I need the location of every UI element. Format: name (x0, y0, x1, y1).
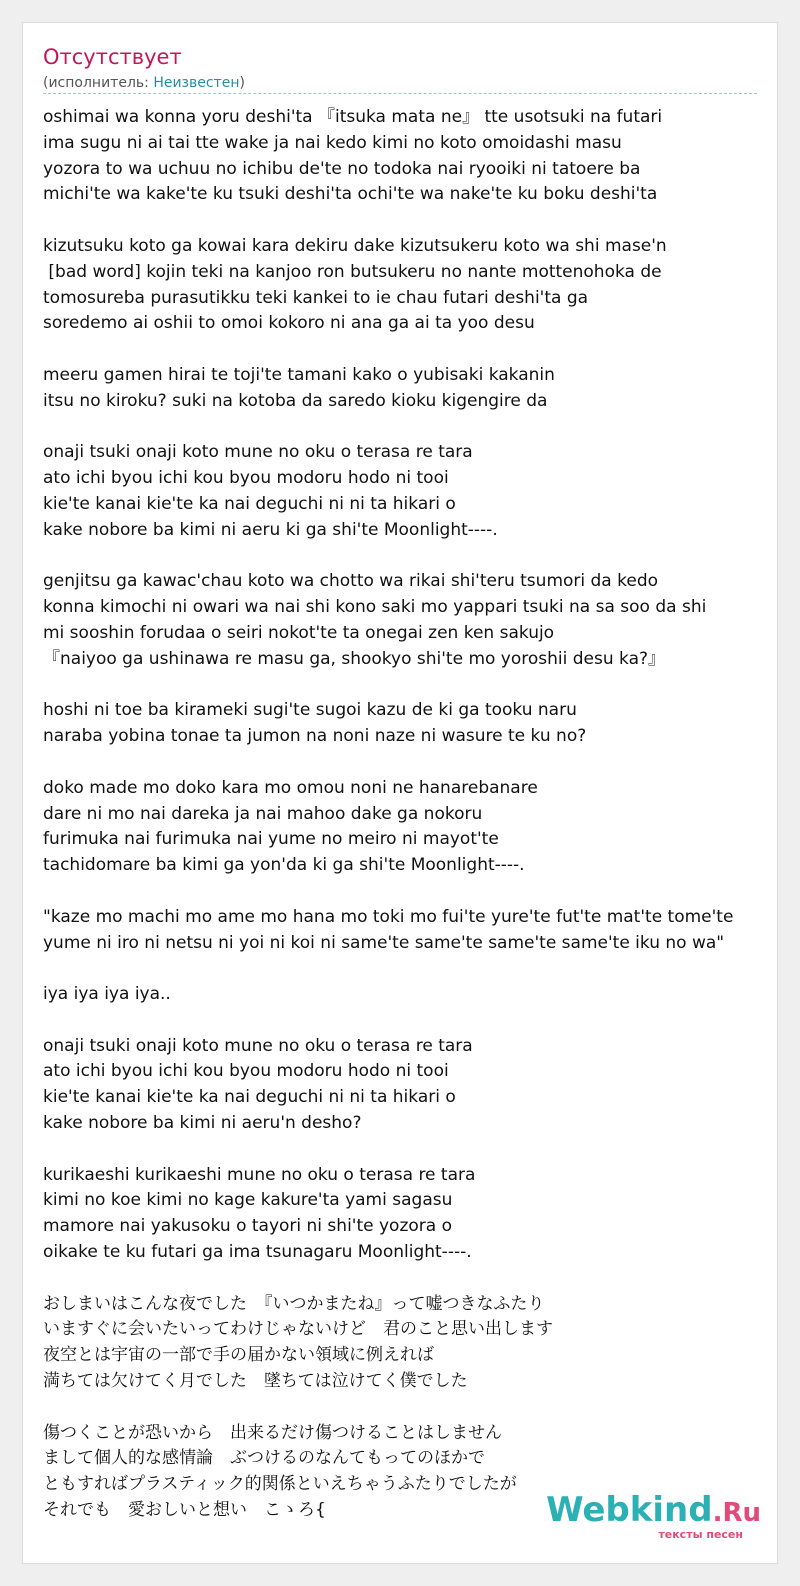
lyrics-blank-line (43, 544, 768, 570)
lyrics-blank-line (43, 879, 768, 905)
artist-prefix: (исполнитель: (43, 75, 154, 91)
lyrics-line: hoshi ni toe ba kirameki sugi'te sugoi kazu de ki ga tooku naru (43, 700, 577, 721)
artist-suffix: ) (239, 75, 245, 91)
lyrics-line: tomosureba purasutikku teki kankei to ie chau futari deshi'ta ga (43, 287, 589, 308)
logo-tagline: тексты песен (658, 1528, 743, 1541)
logo-main-text: Webkind (546, 1490, 713, 1530)
lyrics-line: mamore nai yakusoku o tayori ni shi'te yozora o (43, 1216, 452, 1237)
lyrics-line: tachidomare ba kimi ga yon'da ki ga shi'te Moonlight----. (43, 855, 525, 876)
lyrics-blank-line (43, 1008, 768, 1034)
lyrics-blank-line (43, 673, 768, 699)
song-title: Отсутствует (43, 45, 182, 69)
lyrics-line: onaji tsuki onaji koto mune no oku o terasa re tara (43, 1035, 473, 1056)
lyrics-blank-line (43, 415, 768, 441)
lyrics-blank-line (43, 337, 768, 363)
lyrics-line: kizutsuku koto ga kowai kara dekiru dake kizutsukeru koto wa shi mase'n (43, 235, 667, 256)
lyrics-line: "kaze mo machi mo ame mo hana mo toki mo fui'te yure'te fut'te mat'te tome'te (43, 906, 734, 927)
lyrics-line: ima sugu ni ai tai tte wake ja nai kedo kimi no koto omoidashi masu (43, 132, 622, 153)
lyrics-blank-line (43, 1266, 768, 1292)
lyrics-line: 夜空とは宇宙の一部で手の届かない領域に例えれば (43, 1345, 434, 1366)
lyrics-line: genjitsu ga kawac'chau koto wa chotto wa rikai shi'teru tsumori da kedo (43, 571, 659, 592)
lyrics-line: michi'te wa kake'te ku tsuki deshi'ta ochi'te wa nake'te ku boku deshi'ta (43, 184, 658, 205)
lyrics-card (22, 22, 778, 1564)
lyrics-line: それでも 愛おしいと想い こゝろ{ (43, 1500, 326, 1521)
lyrics-line: おしまいはこんな夜でした 『いつかまたね』って嘘つきなふたり (43, 1293, 545, 1314)
lyrics-line: 満ちては欠けてく月でした 墜ちては泣けてく僕でした (43, 1371, 468, 1392)
lyrics-line: furimuka nai furimuka nai yume no meiro ni mayot'te (43, 829, 499, 850)
artist-link[interactable]: Неизвестен (153, 75, 240, 91)
lyrics-line: ato ichi byou ichi kou byou modoru hodo ni tooi (43, 468, 449, 489)
lyrics-line: まして個人的な感情論 ぶつけるのなんてもってのほかで (43, 1448, 485, 1469)
lyrics-line: konna kimochi ni owari wa nai shi kono saki mo yappari tsuki na sa soo da shi (43, 597, 707, 618)
lyrics-line: yume ni iro ni netsu ni yoi ni koi ni same'te same'te same'te same'te iku no wa" (43, 932, 725, 953)
logo-tld: .Ru (712, 1498, 761, 1528)
lyrics-line: meeru gamen hirai te toji'te tamani kako o yubisaki kakanin (43, 364, 555, 385)
lyrics-blank-line (43, 750, 768, 776)
lyrics-line: iya iya iya iya.. (43, 984, 171, 1005)
lyrics-blank-line (43, 1137, 768, 1163)
lyrics-line: kake nobore ba kimi ni aeru ki ga shi'te Moonlight----. (43, 519, 498, 540)
lyrics-blank-line (43, 208, 768, 234)
lyrics-line: ともすればプラスティック的関係といえちゃうふたりでしたが (43, 1474, 517, 1495)
lyrics-line: kurikaeshi kurikaeshi mune no oku o terasa re tara (43, 1164, 476, 1185)
lyrics-line: yozora to wa uchuu no ichibu de'te no todoka nai ryooiki ni tatoere ba (43, 158, 641, 179)
lyrics-line: [bad word] kojin teki na kanjoo ron butsukeru no nante mottenohoka de (43, 261, 662, 282)
lyrics-line: oikake te ku futari ga ima tsunagaru Moonlight----. (43, 1242, 472, 1263)
lyrics-line: oshimai wa konna yoru deshi'ta 『itsuka mata ne』 tte usotsuki na futari (43, 107, 663, 127)
lyrics-line: kimi no koe kimi no kage kakure'ta yami sagasu (43, 1190, 453, 1211)
lyrics-line: ato ichi byou ichi kou byou modoru hodo ni tooi (43, 1061, 449, 1082)
lyrics-line: mi sooshin forudaa o seiri nokot'te ta onegai zen ken sakujo (43, 622, 555, 643)
lyrics-line: kake nobore ba kimi ni aeru'n desho? (43, 1113, 362, 1134)
lyrics-line: 『naiyoo ga ushinawa re masu ga, shookyo shi'te mo yoroshii desu ka?』 (43, 648, 666, 669)
title-divider (43, 93, 757, 94)
lyrics-line: naraba yobina tonae ta jumon na noni naze ni wasure te ku no? (43, 726, 587, 747)
lyrics-line: itsu no kiroku? suki na kotoba da saredo kioku kigengire da (43, 390, 548, 411)
lyrics-line: いますぐに会いたいってわけじゃないけど 君のこと思い出します (43, 1319, 553, 1340)
lyrics-text (43, 105, 768, 1524)
artist-line (43, 75, 245, 91)
lyrics-blank-line (43, 956, 768, 982)
lyrics-line: onaji tsuki onaji koto mune no oku o terasa re tara (43, 442, 473, 463)
lyrics-line: doko made mo doko kara mo omou noni ne hanarebanare (43, 777, 538, 798)
lyrics-blank-line (43, 1395, 768, 1421)
lyrics-line: soredemo ai oshii to omoi kokoro ni ana ga ai ta yoo desu (43, 313, 535, 334)
lyrics-line: kie'te kanai kie'te ka nai deguchi ni ni ta hikari o (43, 1087, 456, 1108)
lyrics-line: kie'te kanai kie'te ka nai deguchi ni ni ta hikari o (43, 493, 456, 514)
lyrics-line: 傷つくことが恐いから 出来るだけ傷つけることはしません (43, 1422, 502, 1443)
webkind-logo[interactable] (546, 1490, 761, 1541)
lyrics-line: dare ni mo nai dareka ja nai mahoo dake ga nokoru (43, 803, 483, 824)
